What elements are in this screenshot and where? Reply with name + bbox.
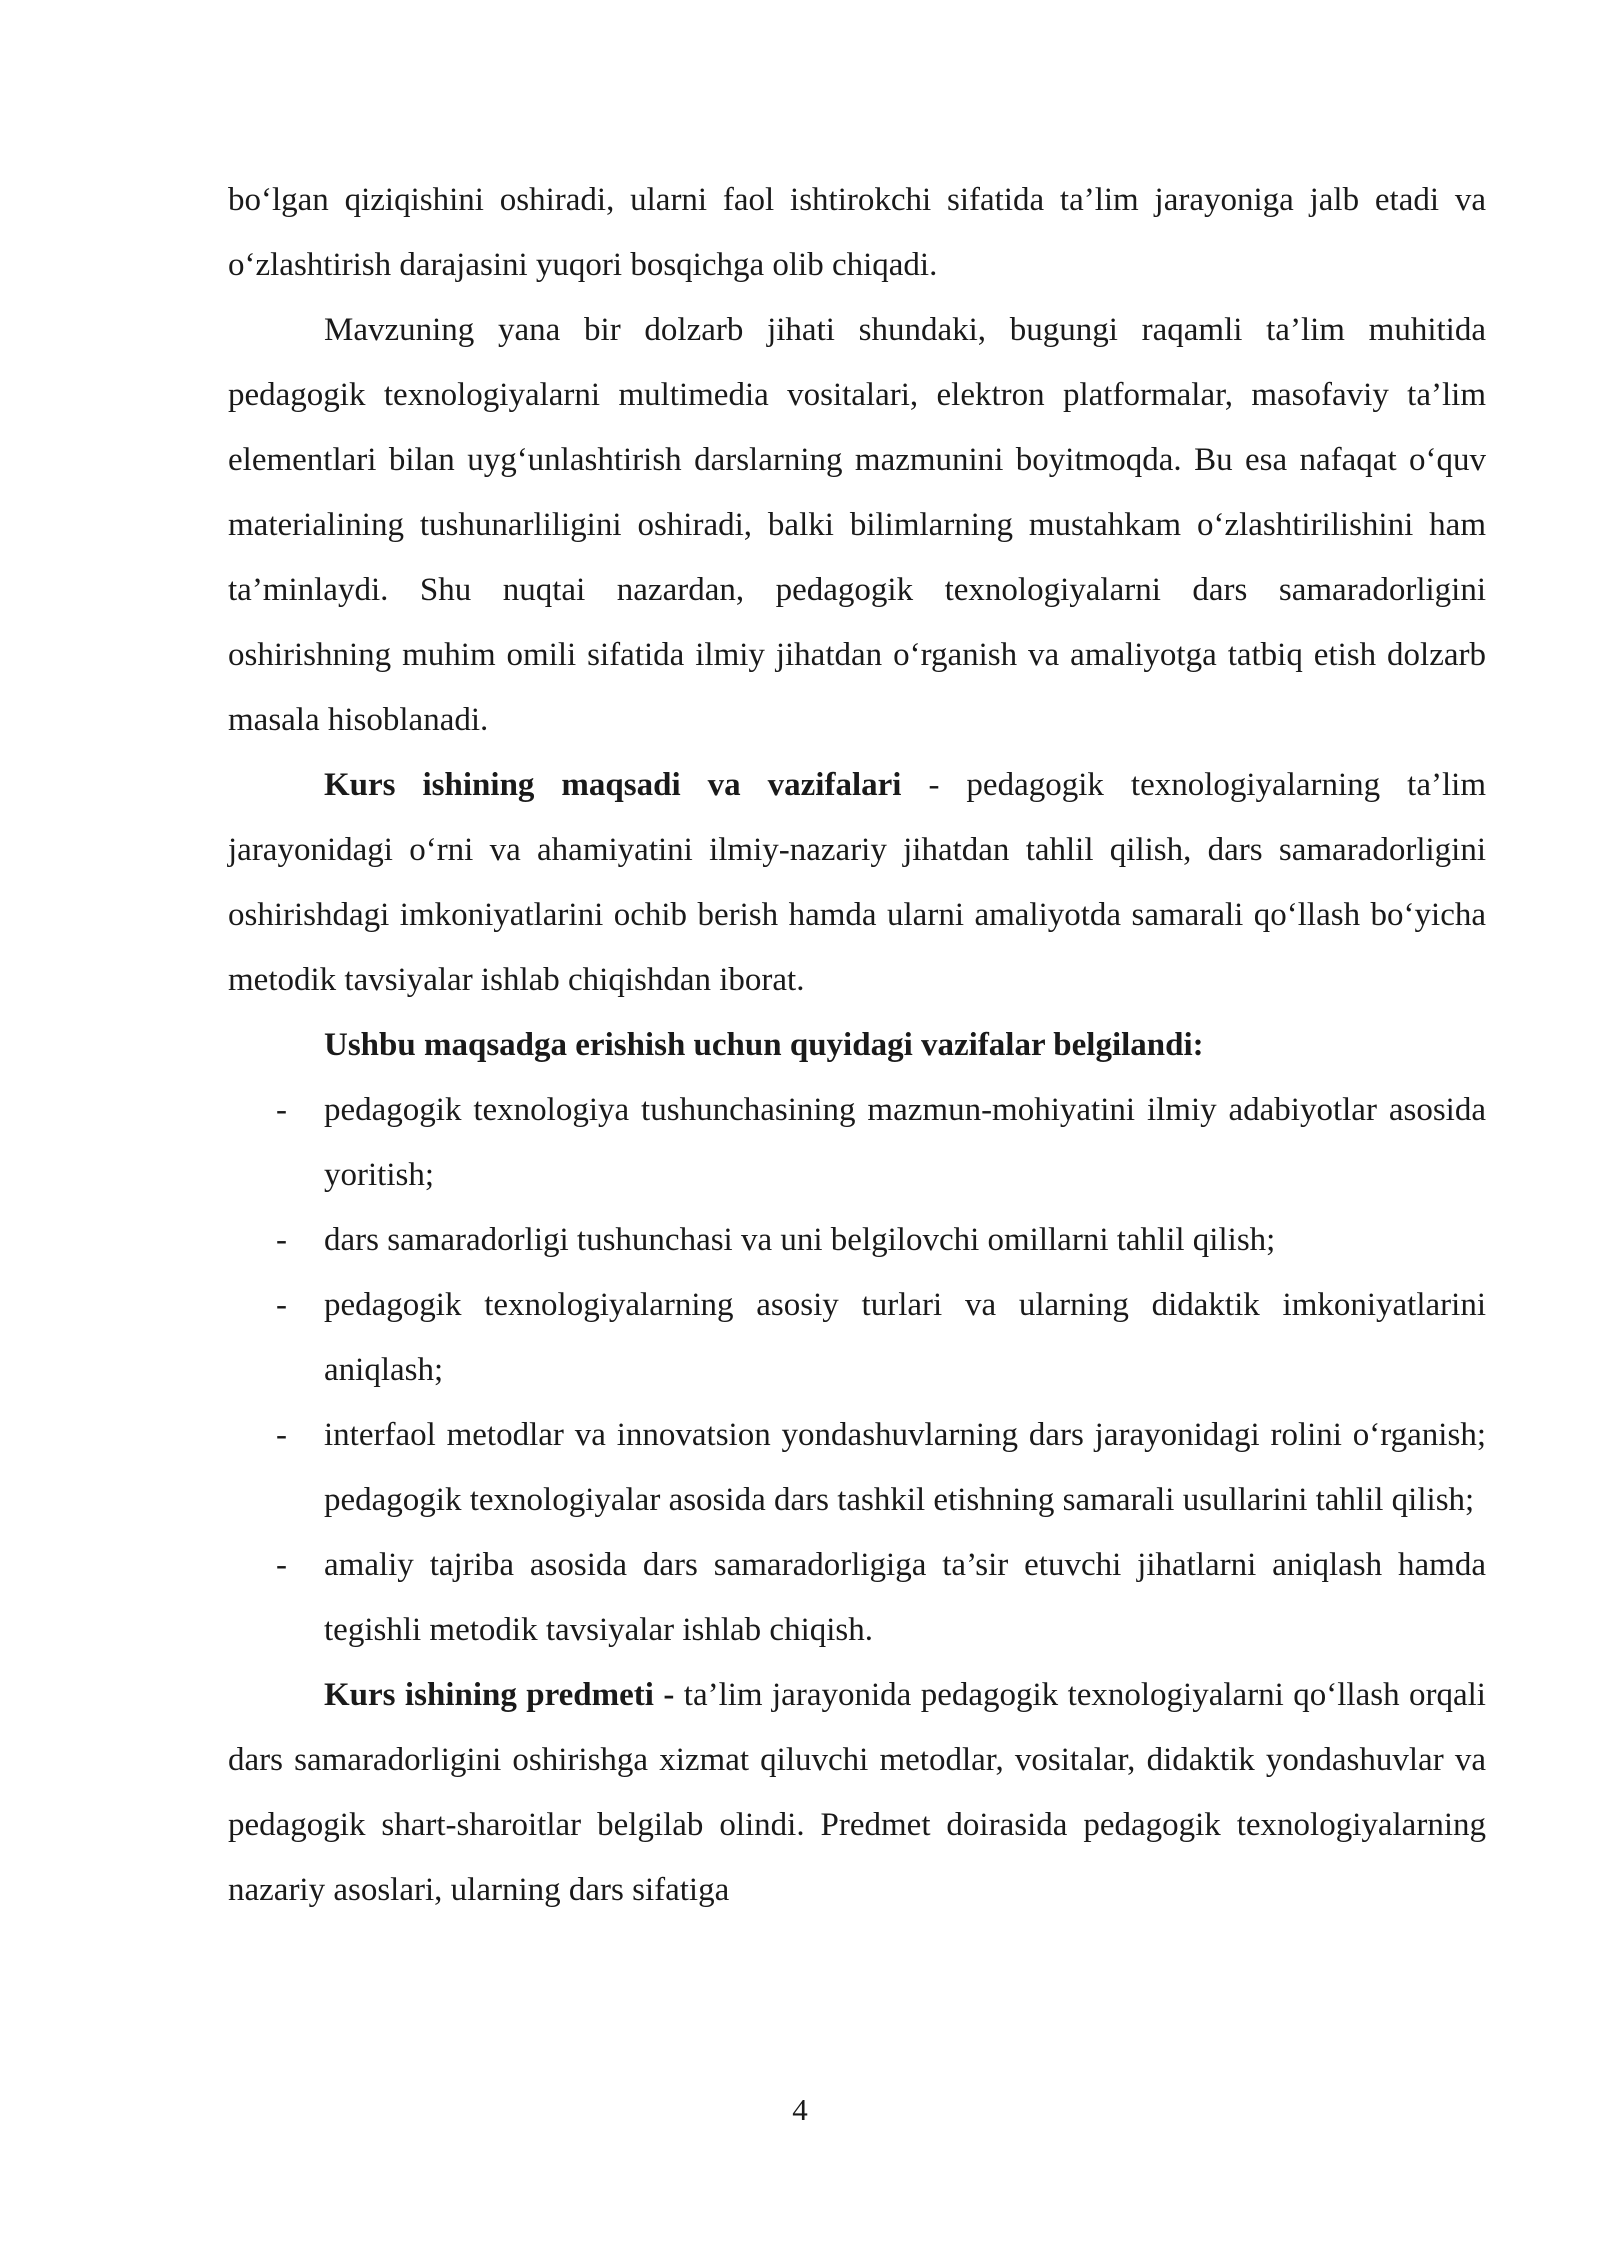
list-item: [228, 1078, 1486, 1208]
list-item: [228, 1533, 1486, 1663]
tasks-list: [228, 1078, 1486, 1663]
list-dash: -: [276, 1547, 287, 1583]
goal-text: - pedagogik texnologiyalarning ta’lim jarayonidagi o‘rni va ahamiyatini ilmiy-nazariy jihatdan tahlil qilish, dars samaradorligini oshirishdagi imkoniyatlarini ochib berish hamda ularni amaliyotda samarali qo‘llash bo‘yicha metodik tavsiyalar ishlab chiqishdan iborat.: [228, 767, 1486, 998]
document-page: [228, 168, 1486, 1923]
goal-heading: Kurs ishining maqsadi va vazifalari: [324, 767, 902, 803]
list-item-text: amaliy tajriba asosida dars samaradorligiga ta’sir etuvchi jihatlarni aniqlash hamda tegishli metodik tavsiyalar ishlab chiqish.: [324, 1547, 1486, 1648]
list-item: [228, 1208, 1486, 1273]
list-item: [228, 1273, 1486, 1403]
list-dash: -: [276, 1092, 287, 1128]
paragraph-subject: [228, 1663, 1486, 1923]
list-item-text: dars samaradorligi tushunchasi va uni belgilovchi omillarni tahlil qilish;: [324, 1222, 1276, 1258]
tasks-heading: Ushbu maqsadga erishish uchun quyidagi vazifalar belgilandi:: [324, 1027, 1204, 1063]
subject-heading: Kurs ishining predmeti: [324, 1677, 654, 1713]
list-item-text: pedagogik texnologiya tushunchasining mazmun-mohiyatini ilmiy adabiyotlar asosida yoritish;: [324, 1092, 1486, 1193]
paragraph-goal: [228, 753, 1486, 1013]
paragraph-continuation: bo‘lgan qiziqishini oshiradi, ularni faol ishtirokchi sifatida ta’lim jarayoniga jalb etadi va o‘zlashtirish darajasini yuqori bosqichga olib chiqadi.: [228, 182, 1486, 283]
list-item: [228, 1403, 1486, 1533]
subject-text: ta’lim jarayonida pedagogik texnologiyalarni qo‘llash orqali dars samaradorligini oshirishga xizmat qiluvchi metodlar, vositalar, didaktik yondashuvlar va pedagogik shart-sharoitlar belgilab olindi. Predmet doirasida pedagogik texnologiyalarning nazariy asoslari, ularning dars sifatiga: [228, 1677, 1486, 1908]
list-dash: -: [276, 1222, 287, 1258]
list-item-text: pedagogik texnologiyalarning asosiy turlari va ularning didaktik imkoniyatlarini aniqlash;: [324, 1287, 1486, 1388]
paragraph-relevance: Mavzuning yana bir dolzarb jihati shundaki, bugungi raqamli ta’lim muhitida pedagogik texnologiyalarni multimedia vositalari, elektron platformalar, masofaviy ta’lim elementlari bilan uyg‘unlashtirish darslarning mazmunini boyitmoqda. Bu esa nafaqat o‘quv materialining tushunarliligini oshiradi, balki bilimlarning mustahkam o‘zlashtirilishini ham ta’minlaydi. Shu nuqtai nazardan, pedagogik texnologiyalarni dars samaradorligini oshirishning muhim omili sifatida ilmiy jihatdan o‘rganish va amaliyotga tatbiq etish dolzarb masala hisoblanadi.: [228, 312, 1486, 738]
page-number: 4: [792, 2092, 808, 2127]
list-dash: -: [276, 1287, 287, 1323]
subject-dash: -: [653, 1677, 684, 1713]
list-dash: -: [276, 1417, 287, 1453]
list-item-text: interfaol metodlar va innovatsion yondashuvlarning dars jarayonidagi rolini o‘rganish; pedagogik texnologiyalar asosida dars tashkil etishning samarali usullarini tahlil qilish;: [324, 1417, 1486, 1518]
